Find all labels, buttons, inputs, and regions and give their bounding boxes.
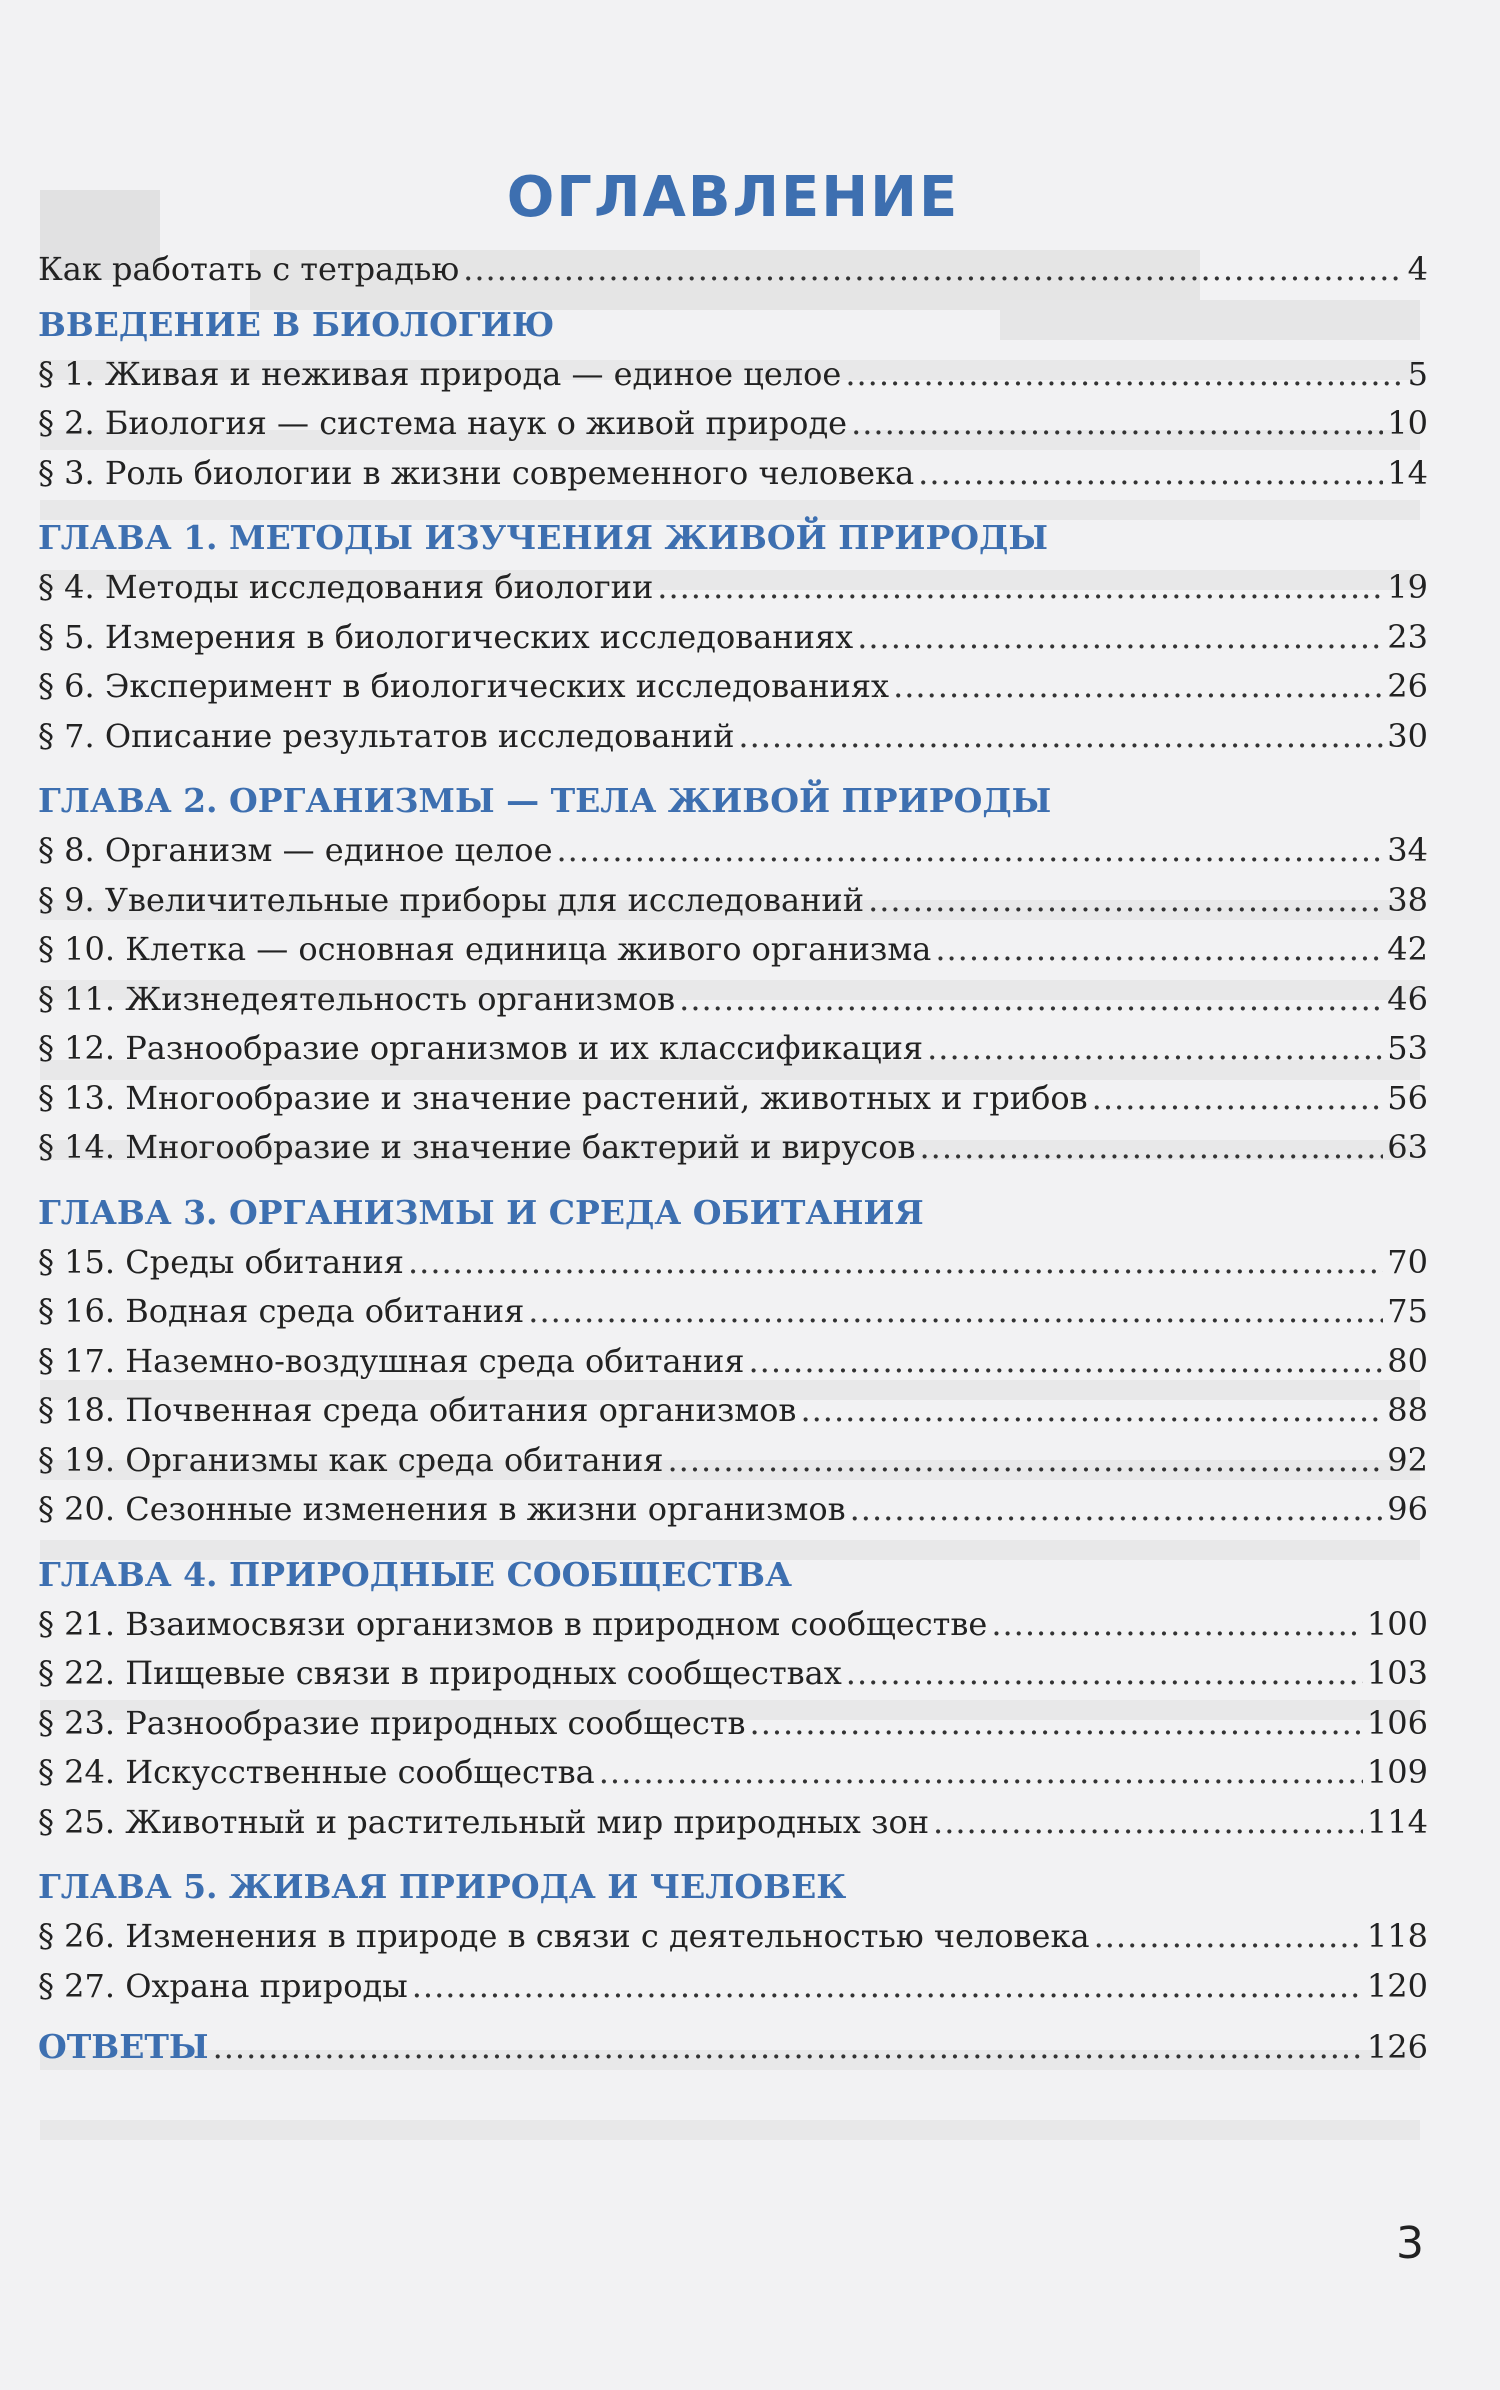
toc-row-page: 10 [1387, 404, 1428, 442]
toc-row[interactable] [38, 716, 1428, 766]
toc-row-label: § 2. Биология — система наук о живой природе [38, 404, 848, 442]
toc-row-label: § 11. Жизнедеятельность организмов [38, 979, 676, 1018]
toc-row-page: 46 [1387, 979, 1428, 1018]
toc-row[interactable] [38, 1291, 1428, 1341]
toc-row-page: 80 [1387, 1341, 1428, 1380]
toc-row-page: 92 [1387, 1440, 1428, 1479]
toc-row-label: § 26. Изменения в природе в связи с деятельностью человека [38, 1917, 1090, 1955]
toc-row[interactable] [38, 1966, 1428, 2016]
toc-row-label: § 12. Разнообразие организмов и их классификация [38, 1029, 924, 1067]
toc-row-page: 4 [1407, 250, 1428, 288]
section-heading: ВВЕДЕНИЕ В БИОЛОГИЮ [38, 304, 555, 344]
dot-leader [935, 929, 1383, 969]
toc-row-label: § 25. Животный и растительный мир природных зон [38, 1802, 930, 1841]
dot-leader [851, 403, 1383, 443]
toc-row-page: 70 [1387, 1242, 1428, 1281]
dot-leader [408, 1242, 1383, 1282]
dot-leader [927, 1028, 1383, 1068]
spacer [38, 2015, 1428, 2027]
dot-leader [868, 880, 1383, 920]
answers-label: ОТВЕТЫ [38, 2027, 209, 2066]
toc-row-label: § 9. Увеличительные приборы для исследований [38, 880, 865, 919]
dot-leader [800, 1390, 1383, 1430]
toc-row-page: 53 [1387, 1029, 1428, 1067]
dot-leader [599, 1752, 1363, 1792]
toc-row-answers[interactable] [38, 2027, 1428, 2077]
toc-row[interactable] [38, 979, 1428, 1029]
toc-row-label: § 8. Организм — единое целое [38, 831, 553, 869]
toc-row-page: 114 [1366, 1802, 1428, 1841]
toc-row-label: § 13. Многообразие и значение растений, животных и грибов [38, 1078, 1088, 1117]
toc-row[interactable] [38, 403, 1428, 453]
toc-row-page: 106 [1366, 1703, 1428, 1742]
dot-leader [748, 1341, 1383, 1381]
dot-leader [919, 1127, 1383, 1167]
toc-row[interactable] [38, 1440, 1428, 1490]
toc-row-page: 100 [1366, 1604, 1428, 1643]
toc-row-label: § 22. Пищевые связи в природных сообществах [38, 1654, 842, 1692]
toc-row-label: § 18. Почвенная среда обитания организмов [38, 1391, 797, 1429]
toc-row-page: 14 [1387, 453, 1428, 492]
toc-row-page: 56 [1387, 1078, 1428, 1117]
toc-row-label: § 23. Разнообразие природных сообществ [38, 1703, 746, 1742]
section-heading: ГЛАВА 3. ОРГАНИЗМЫ И СРЕДА ОБИТАНИЯ [38, 1192, 924, 1232]
dot-leader [750, 1703, 1363, 1743]
toc-row-label: § 17. Наземно-воздушная среда обитания [38, 1341, 745, 1380]
toc-row-label: § 10. Клетка — основная единица живого организма [38, 930, 932, 968]
toc-row-page: 63 [1387, 1128, 1428, 1166]
toc-list [38, 249, 1428, 2077]
sections-container [38, 303, 1428, 2016]
toc-row-label: § 14. Многообразие и значение бактерий и вирусов [38, 1128, 916, 1166]
toc-row-label: § 1. Живая и неживая природа — единое целое [38, 354, 842, 393]
toc-row-label: § 4. Методы исследования биологии [38, 568, 654, 606]
toc-row[interactable] [38, 1242, 1428, 1292]
toc-row-page: 38 [1387, 880, 1428, 919]
toc-row-page: 5 [1407, 354, 1428, 393]
toc-row-page: 88 [1387, 1391, 1428, 1429]
section-heading: ГЛАВА 5. ЖИВАЯ ПРИРОДА И ЧЕЛОВЕК [38, 1867, 847, 1906]
toc-row[interactable] [38, 1127, 1428, 1177]
dot-leader [213, 2027, 1363, 2067]
toc-row[interactable] [38, 1078, 1428, 1128]
dot-leader [893, 666, 1383, 706]
toc-row-label: § 19. Организмы как среда обитания [38, 1440, 664, 1479]
toc-row-label: § 6. Эксперимент в биологических исследованиях [38, 667, 890, 705]
toc-row-label: § 24. Искусственные сообщества [38, 1753, 595, 1791]
toc-row[interactable] [38, 1489, 1428, 1539]
toc-row[interactable] [38, 830, 1428, 880]
toc-row[interactable] [38, 1653, 1428, 1703]
page-number: 3 [1396, 2218, 1424, 2269]
toc-row-page: 96 [1387, 1490, 1428, 1528]
toc-row-page: 34 [1387, 831, 1428, 869]
toc-row-page: 26 [1387, 667, 1428, 705]
toc-row-label: § 27. Охрана природы [38, 1966, 408, 2005]
section-heading: ГЛАВА 1. МЕТОДЫ ИЗУЧЕНИЯ ЖИВОЙ ПРИРОДЫ [38, 518, 1048, 557]
toc-row[interactable] [38, 1703, 1428, 1753]
toc-row[interactable] [38, 453, 1428, 503]
dot-leader [1092, 1078, 1384, 1118]
toc-row[interactable] [38, 1028, 1428, 1078]
dot-leader [679, 979, 1383, 1019]
toc-row-label: § 16. Водная среда обитания [38, 1292, 525, 1330]
toc-row-label: § 20. Сезонные изменения в жизни организмов [38, 1490, 846, 1528]
section-heading: ГЛАВА 2. ОРГАНИЗМЫ — ТЕЛА ЖИВОЙ ПРИРОДЫ [38, 781, 1052, 820]
answers-page: 126 [1366, 2028, 1428, 2066]
dot-leader [528, 1291, 1383, 1331]
dot-leader [412, 1966, 1363, 2006]
dot-leader [846, 1653, 1363, 1693]
toc-row-page: 42 [1387, 930, 1428, 968]
toc-row-intro[interactable] [38, 249, 1428, 299]
toc-row[interactable] [38, 1752, 1428, 1802]
toc-row-page: 118 [1366, 1917, 1428, 1955]
dot-leader [991, 1604, 1363, 1644]
toc-row[interactable] [38, 1916, 1428, 1966]
toc-row-page: 109 [1366, 1753, 1428, 1791]
toc-row-page: 75 [1387, 1292, 1428, 1330]
toc-row[interactable] [38, 1390, 1428, 1440]
toc-row[interactable] [38, 617, 1428, 667]
toc-row-label: § 21. Взаимосвязи организмов в природном сообществе [38, 1604, 988, 1643]
toc-row-label: Как работать с тетрадью [38, 250, 460, 288]
toc-row-page: 23 [1387, 617, 1428, 656]
dot-leader [463, 249, 1403, 289]
dot-leader [857, 617, 1383, 657]
toc-row-label: § 7. Описание результатов исследований [38, 716, 735, 755]
section-heading: ГЛАВА 4. ПРИРОДНЫЕ СООБЩЕСТВА [38, 1554, 792, 1594]
dot-leader [933, 1802, 1363, 1842]
toc-row[interactable] [38, 354, 1428, 404]
toc-row-label: § 3. Роль биологии в жизни современного человека [38, 453, 915, 492]
dot-leader [557, 830, 1384, 870]
toc-row[interactable] [38, 567, 1428, 617]
dot-leader [918, 453, 1383, 493]
dot-leader [738, 716, 1383, 756]
toc-row-page: 19 [1387, 568, 1428, 606]
dot-leader [850, 1489, 1384, 1529]
toc-row[interactable] [38, 666, 1428, 716]
dot-leader [657, 567, 1383, 607]
toc-row-label: § 5. Измерения в биологических исследованиях [38, 617, 854, 656]
toc-row[interactable] [38, 929, 1428, 979]
page-title: ОГЛАВЛЕНИЕ [506, 165, 960, 230]
dot-leader [1094, 1916, 1363, 1956]
toc-row[interactable] [38, 880, 1428, 930]
toc-row-page: 103 [1366, 1654, 1428, 1692]
dot-leader [667, 1440, 1383, 1480]
dot-leader [845, 354, 1403, 394]
toc-row[interactable] [38, 1604, 1428, 1654]
toc-row[interactable] [38, 1802, 1428, 1852]
toc-row[interactable] [38, 1341, 1428, 1391]
toc-row-label: § 15. Среды обитания [38, 1242, 404, 1281]
table-of-contents-page [38, 165, 1428, 2077]
toc-row-page: 30 [1387, 716, 1428, 755]
toc-row-page: 120 [1366, 1966, 1428, 2005]
